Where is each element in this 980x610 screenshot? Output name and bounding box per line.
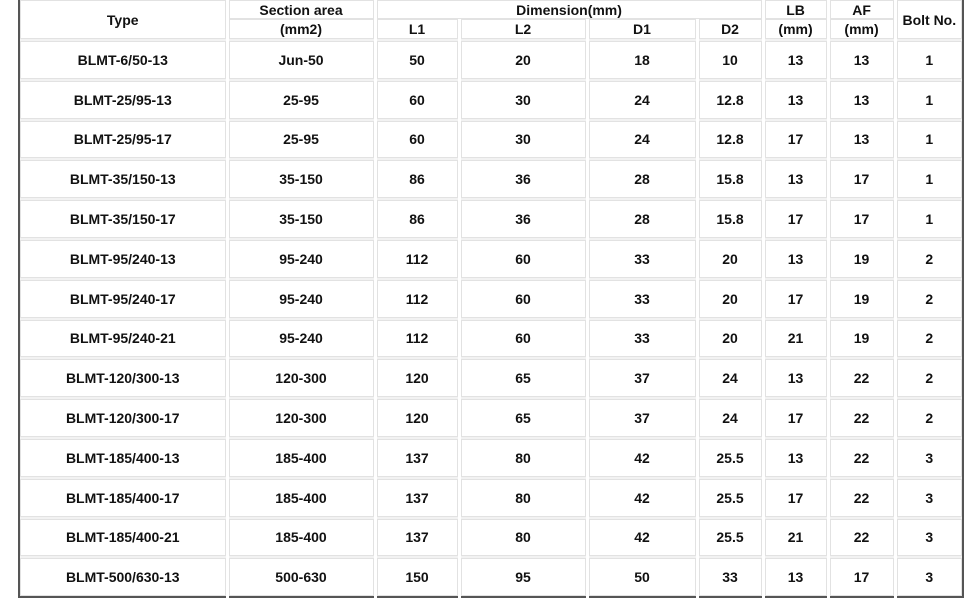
cell-bolt-no: 2 [895,239,963,279]
table-row [19,199,963,239]
cell-bolt-no: 3 [895,438,963,478]
cell-d2: 15.8 [697,159,763,199]
cell-af: 22 [828,358,895,398]
cell-lb: 17 [763,199,828,239]
cell-section-area: 95-240 [227,279,375,319]
cell-d2: 24 [697,358,763,398]
cell-bolt-no: 2 [895,319,963,359]
cell-l1: 112 [375,239,459,279]
table-row [19,358,963,398]
table-row [19,319,963,359]
header-dimension: Dimension(mm) [375,0,763,19]
cell-bolt-no: 3 [895,518,963,558]
cell-lb: 21 [763,319,828,359]
table-row [19,438,963,478]
cell-d1: 28 [587,159,697,199]
cell-l2: 65 [459,358,587,398]
cell-d2: 20 [697,239,763,279]
cell-bolt-no: 2 [895,279,963,319]
cell-section-area: 120-300 [227,358,375,398]
cell-af: 19 [828,279,895,319]
header-lb-unit: (mm) [763,19,828,40]
cell-bolt-no: 2 [895,358,963,398]
cell-l2: 60 [459,319,587,359]
header-type: Type [19,0,227,40]
cell-l2: 60 [459,279,587,319]
cell-l1: 120 [375,358,459,398]
cell-l2: 20 [459,40,587,80]
cell-d2: 12.8 [697,120,763,160]
cell-d1: 37 [587,398,697,438]
cell-lb: 13 [763,159,828,199]
cell-lb: 13 [763,557,828,597]
cell-bolt-no: 1 [895,199,963,239]
table-row [19,478,963,518]
cell-l1: 86 [375,159,459,199]
table-row [19,279,963,319]
cell-section-area: 185-400 [227,518,375,558]
cell-d2: 25.5 [697,518,763,558]
cell-l1: 86 [375,199,459,239]
cell-lb: 13 [763,80,828,120]
cell-bolt-no: 1 [895,159,963,199]
table-row [19,159,963,199]
cell-type: BLMT-95/240-17 [19,279,227,319]
cell-d1: 24 [587,120,697,160]
cell-d1: 28 [587,199,697,239]
cell-d1: 33 [587,319,697,359]
cell-d1: 18 [587,40,697,80]
cell-af: 13 [828,120,895,160]
cell-d2: 15.8 [697,199,763,239]
cell-l2: 80 [459,438,587,478]
table-row [19,120,963,160]
cell-l1: 112 [375,279,459,319]
cell-type: BLMT-185/400-17 [19,478,227,518]
cell-bolt-no: 1 [895,80,963,120]
cell-section-area: 185-400 [227,438,375,478]
cell-section-area: 185-400 [227,478,375,518]
cell-l2: 30 [459,120,587,160]
cell-l1: 60 [375,120,459,160]
table-row [19,518,963,558]
cell-l1: 60 [375,80,459,120]
cell-af: 19 [828,239,895,279]
cell-d1: 33 [587,239,697,279]
cell-d1: 50 [587,557,697,597]
table-row [19,40,963,80]
cell-section-area: Jun-50 [227,40,375,80]
cell-lb: 13 [763,239,828,279]
cell-d1: 24 [587,80,697,120]
cell-d2: 20 [697,319,763,359]
cell-d2: 12.8 [697,80,763,120]
cell-af: 22 [828,518,895,558]
cell-l2: 80 [459,478,587,518]
header-section-area: Section area [227,0,375,19]
cell-lb: 17 [763,120,828,160]
header-l2: L2 [459,19,587,40]
cell-lb: 13 [763,40,828,80]
cell-d2: 24 [697,398,763,438]
cell-d1: 33 [587,279,697,319]
cell-d1: 42 [587,438,697,478]
spec-table-container [18,0,962,598]
cell-l2: 95 [459,557,587,597]
cell-section-area: 120-300 [227,398,375,438]
cell-l1: 120 [375,398,459,438]
cell-d1: 42 [587,518,697,558]
cell-af: 22 [828,478,895,518]
cell-d2: 25.5 [697,478,763,518]
cell-type: BLMT-500/630-13 [19,557,227,597]
table-row [19,80,963,120]
cell-bolt-no: 2 [895,398,963,438]
cell-l1: 137 [375,478,459,518]
cell-l1: 150 [375,557,459,597]
header-d1: D1 [587,19,697,40]
cell-af: 19 [828,319,895,359]
header-section-area-unit: (mm2) [227,19,375,40]
cell-af: 13 [828,40,895,80]
cell-d2: 10 [697,40,763,80]
cell-lb: 13 [763,358,828,398]
cell-type: BLMT-95/240-13 [19,239,227,279]
cell-l1: 137 [375,438,459,478]
header-lb: LB [763,0,828,19]
cell-d1: 42 [587,478,697,518]
cell-section-area: 35-150 [227,199,375,239]
cell-d2: 20 [697,279,763,319]
cell-type: BLMT-185/400-13 [19,438,227,478]
cell-l1: 50 [375,40,459,80]
table-body [19,40,963,597]
cell-type: BLMT-25/95-17 [19,120,227,160]
cell-bolt-no: 3 [895,478,963,518]
header-af: AF [828,0,895,19]
header-af-unit: (mm) [828,19,895,40]
header-l1: L1 [375,19,459,40]
cell-l2: 65 [459,398,587,438]
cell-af: 17 [828,159,895,199]
cell-type: BLMT-35/150-13 [19,159,227,199]
cell-l2: 60 [459,239,587,279]
cell-d2: 33 [697,557,763,597]
cell-section-area: 95-240 [227,319,375,359]
cell-bolt-no: 3 [895,557,963,597]
cell-type: BLMT-185/400-21 [19,518,227,558]
cell-type: BLMT-6/50-13 [19,40,227,80]
cell-type: BLMT-35/150-17 [19,199,227,239]
cell-d2: 25.5 [697,438,763,478]
cell-l2: 80 [459,518,587,558]
header-bolt-no: Bolt No. [895,0,963,40]
table-row [19,239,963,279]
cell-af: 13 [828,80,895,120]
cell-lb: 21 [763,518,828,558]
cell-lb: 17 [763,279,828,319]
cell-section-area: 25-95 [227,80,375,120]
cell-type: BLMT-25/95-13 [19,80,227,120]
cell-type: BLMT-120/300-17 [19,398,227,438]
cell-section-area: 25-95 [227,120,375,160]
table-row [19,557,963,597]
cell-lb: 17 [763,398,828,438]
table-row [19,398,963,438]
cell-l2: 36 [459,159,587,199]
cell-type: BLMT-120/300-13 [19,358,227,398]
cell-section-area: 35-150 [227,159,375,199]
cell-section-area: 95-240 [227,239,375,279]
cell-lb: 13 [763,438,828,478]
cell-l1: 137 [375,518,459,558]
cell-bolt-no: 1 [895,120,963,160]
header-d2: D2 [697,19,763,40]
cell-d1: 37 [587,358,697,398]
cell-l2: 36 [459,199,587,239]
cell-type: BLMT-95/240-21 [19,319,227,359]
cell-bolt-no: 1 [895,40,963,80]
cell-l1: 112 [375,319,459,359]
cell-af: 22 [828,438,895,478]
cell-af: 22 [828,398,895,438]
cell-af: 17 [828,199,895,239]
cell-lb: 17 [763,478,828,518]
cell-af: 17 [828,557,895,597]
spec-table [18,0,964,598]
cell-l2: 30 [459,80,587,120]
cell-section-area: 500-630 [227,557,375,597]
